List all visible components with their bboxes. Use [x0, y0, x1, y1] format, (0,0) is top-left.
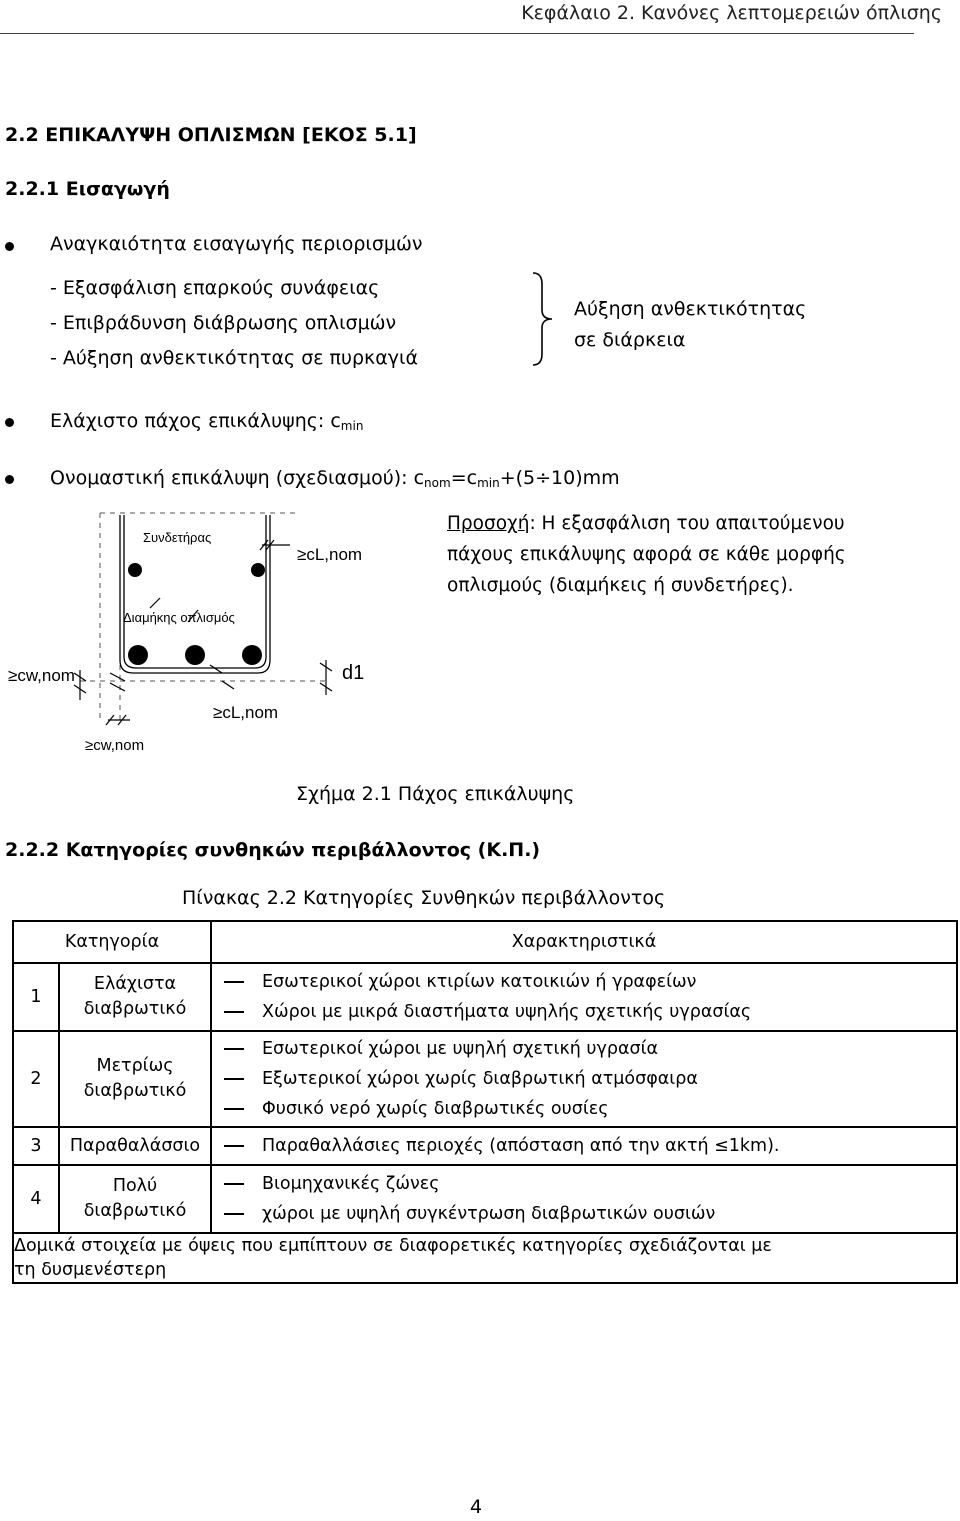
bullet-icon	[5, 242, 14, 251]
row-number: 4	[13, 1165, 59, 1233]
bullet-nom-cover: Ονομαστική επικάλυψη (σχεδιασμού): $c_{nom}=c_{min}+(5\div 10)mm$	[50, 467, 620, 490]
row-features: Εσωτερικοί χώροι κτιρίων κατοικιών ή γραφείων Χώροι με μικρά διαστήματα υψηλής σχετικής υγρασίας	[211, 963, 957, 1031]
row-category: Παραθαλάσσιο	[59, 1127, 211, 1165]
figure-caption: Σχήμα 2.1 Πάχος επικάλυψης	[296, 783, 575, 805]
bullet-min-cover: Ελάχιστο πάχος επικάλυψης: $c_{min}$	[50, 410, 364, 433]
table-caption: Πίνακας 2.2 Κατηγορίες Συνθηκών περιβάλλοντος	[182, 887, 666, 909]
page-number: 4	[470, 1496, 483, 1518]
label-cl-nom-top: ≥cL,nom	[297, 545, 363, 564]
reason-item: - Αύξηση ανθεκτικότητας σε πυρκαγιά	[50, 347, 418, 369]
label-cw-nom-bottom: ≥cw,nom	[85, 737, 145, 754]
table-row	[13, 1031, 957, 1127]
reason-item: - Εξασφάλιση επαρκούς συνάφειας	[50, 277, 380, 299]
table-note-row	[13, 1233, 957, 1283]
table-row	[13, 1127, 957, 1165]
chapter-header: Κεφάλαιο 2. Κανόνες λεπτομερειών όπλισης	[521, 2, 942, 24]
label-longitudinal: Διαμήκης οπλισμός	[123, 610, 235, 625]
table-row	[13, 963, 957, 1031]
label-d1: d1	[342, 662, 365, 684]
row-category: Ελάχιστα διαβρωτικό	[59, 963, 211, 1031]
table-row	[13, 1165, 957, 1233]
reason-item: - Επιβράδυνση διάβρωσης οπλισμών	[50, 312, 397, 334]
label-stirrup: Συνδετήρας	[143, 530, 212, 545]
label-cl-nom-bottom: ≥cL,nom	[213, 703, 279, 722]
table-header-row	[13, 921, 957, 963]
environment-table	[12, 920, 958, 1284]
bullet-icon	[5, 418, 14, 427]
brace-text-duration: σε διάρκεια	[574, 329, 686, 351]
brace-icon	[530, 270, 560, 368]
brace-text-durability: Αύξηση ανθεκτικότητας	[574, 298, 807, 320]
note-line: οπλισμούς (διαμήκεις ή συνδετήρες).	[447, 575, 794, 596]
label-cw-nom-left: ≥cw,nom	[8, 666, 75, 685]
row-number: 2	[13, 1031, 59, 1127]
row-features: Βιομηχανικές ζώνες χώροι με υψηλή συγκέντρωση διαβρωτικών ουσιών	[211, 1165, 957, 1233]
table-note: Δομικά στοιχεία με όψεις που εμπίπτουν σε διαφορετικές κατηγορίες σχεδιάζονται με τη δυσμενέστερη	[13, 1233, 957, 1283]
section-title: 2.2 ΕΠΙΚΑΛΥΨΗ ΟΠΛΙΣΜΩΝ [ΕΚΟΣ 5.1]	[5, 124, 417, 146]
note-line: Προσοχή: Η εξασφάλιση του απαιτούμενου	[447, 513, 845, 534]
row-features: Εσωτερικοί χώροι με υψηλή σχετική υγρασία Εξωτερικοί χώροι χωρίς διαβρωτική ατμόσφαιρα Φυσικό νερό χωρίς διαβρωτικές ουσίες	[211, 1031, 957, 1127]
header-category: Κατηγορία	[13, 921, 211, 963]
row-category: Μετρίως διαβρωτικό	[59, 1031, 211, 1127]
cover-figure	[0, 505, 440, 765]
header-features: Χαρακτηριστικά	[211, 921, 957, 963]
row-number: 3	[13, 1127, 59, 1165]
note-line: πάχους επικάλυψης αφορά σε κάθε μορφής	[447, 544, 846, 565]
row-features: Παραθαλλάσιες περιοχές (απόσταση από την ακτή ≤1km).	[211, 1127, 957, 1165]
subsection-title-env: 2.2.2 Κατηγορίες συνθηκών περιβάλλοντος (Κ.Π.)	[5, 839, 541, 861]
subsection-title-intro: 2.2.1 Εισαγωγή	[5, 178, 170, 200]
bullet-icon	[5, 475, 14, 484]
row-category: Πολύ διαβρωτικό	[59, 1165, 211, 1233]
header-divider	[0, 33, 914, 34]
bullet-need: Αναγκαιότητα εισαγωγής περιορισμών	[50, 233, 423, 255]
row-number: 1	[13, 963, 59, 1031]
